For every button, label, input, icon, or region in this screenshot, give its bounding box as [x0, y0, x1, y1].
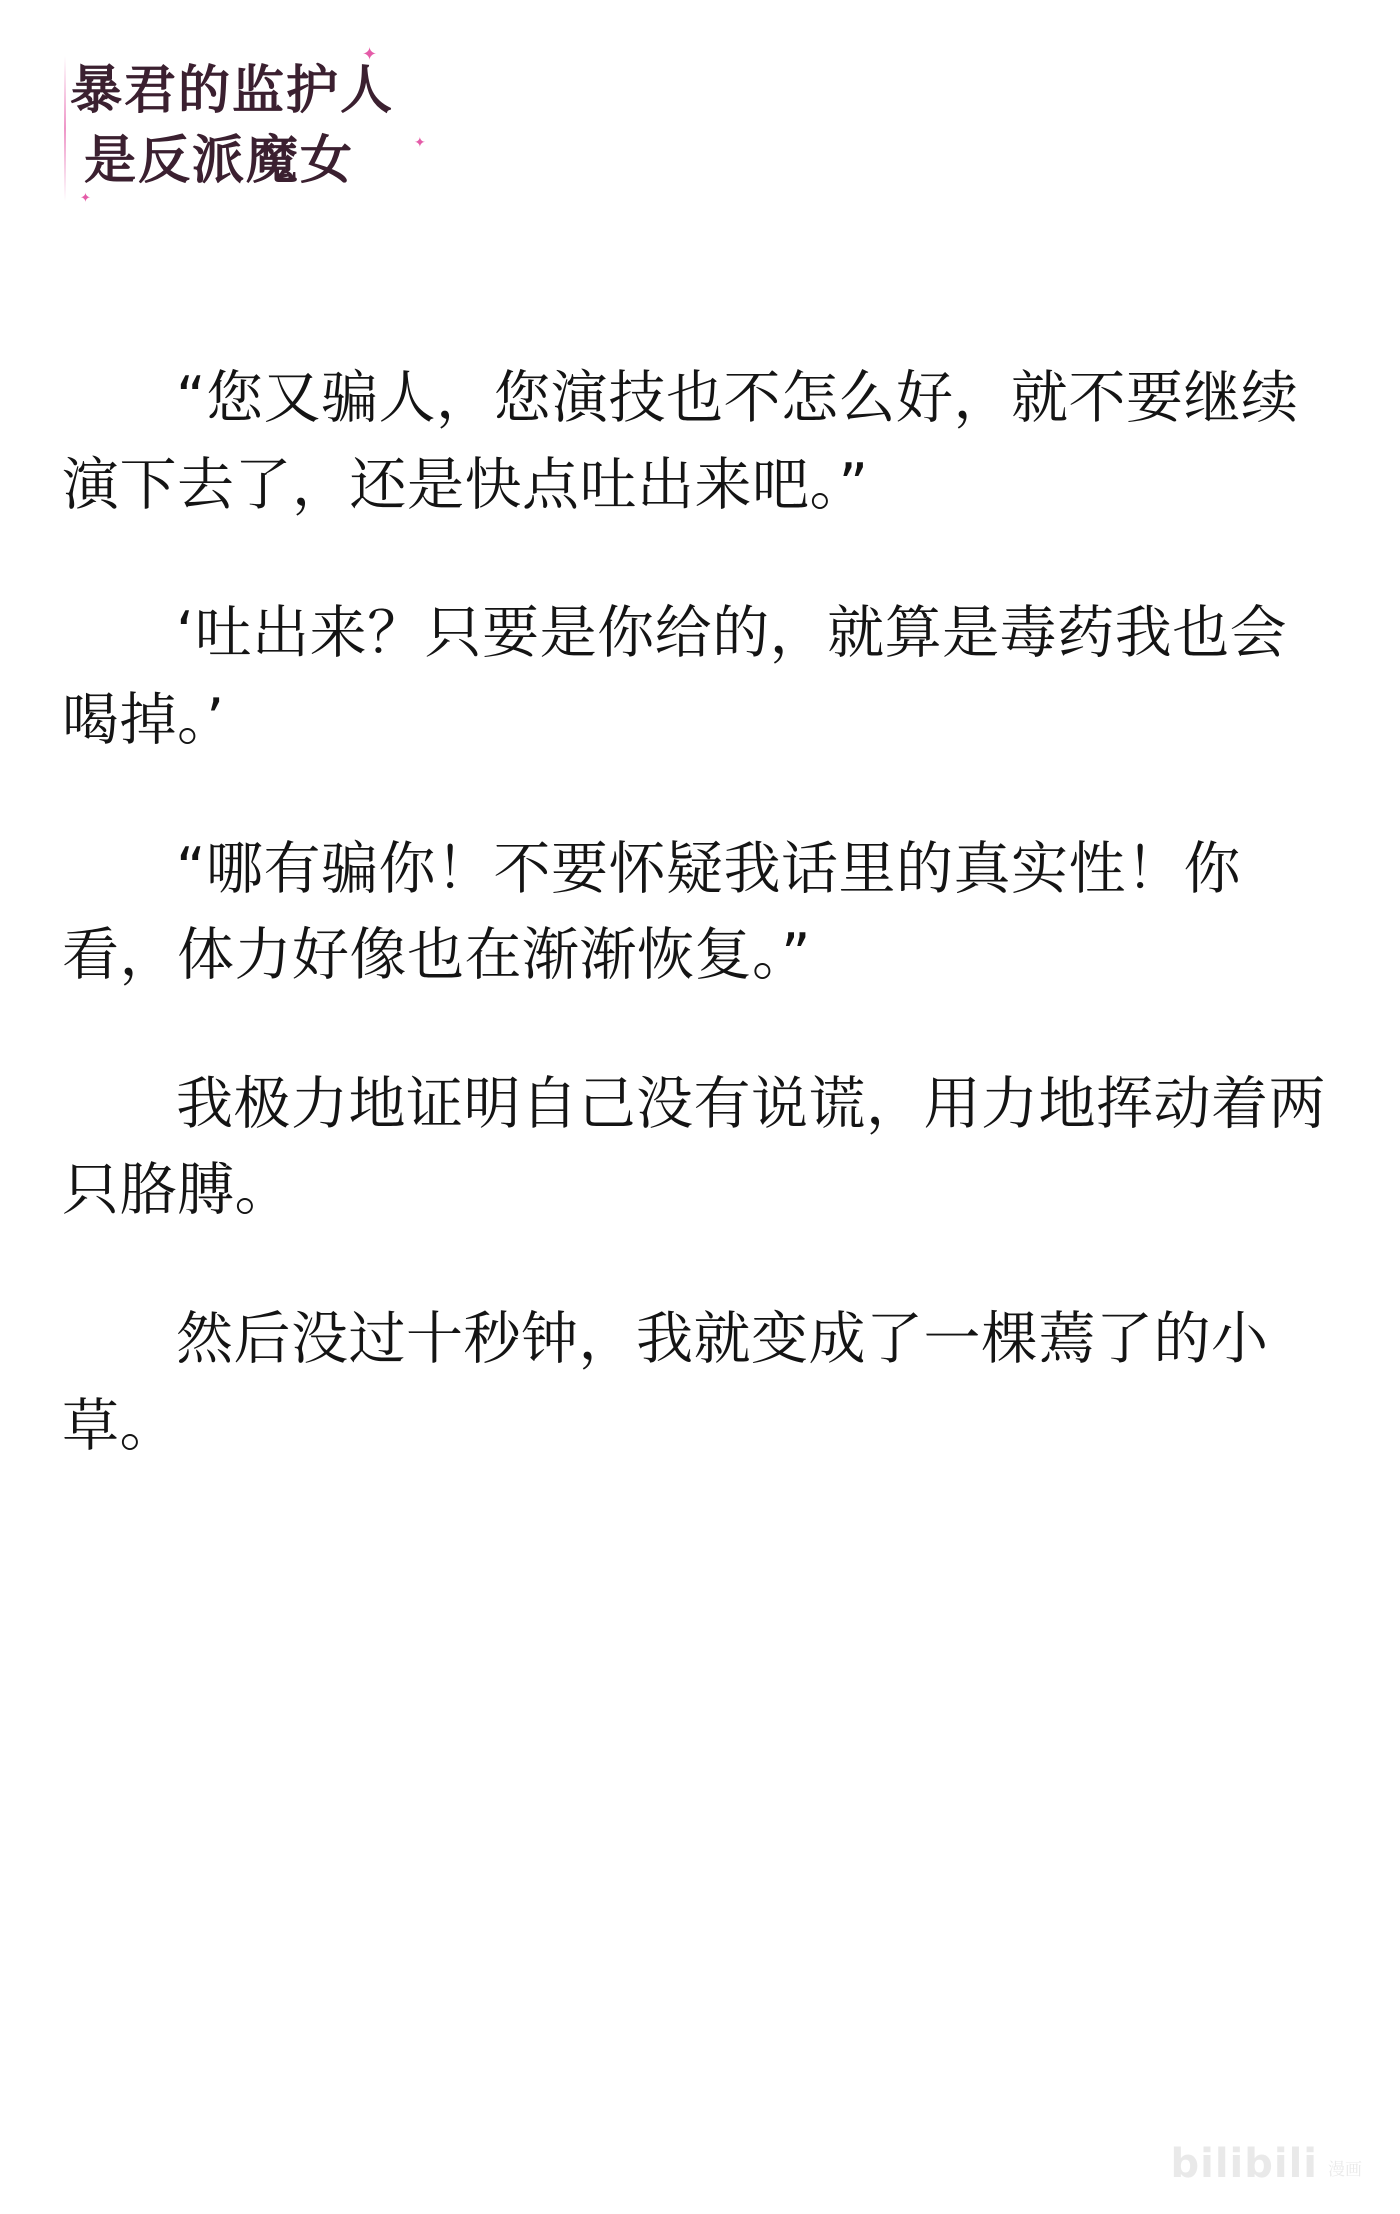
series-title-line-1: 暴君的监护人 [70, 60, 395, 121]
story-text-body [62, 355, 1338, 1469]
watermark-subtitle: 漫画 [1328, 2160, 1362, 2181]
series-title-logo [62, 44, 482, 223]
sparkle-icon: ✦ [362, 44, 378, 64]
paragraph: ‘吐出来？只要是你给的，就算是毒药我也会喝掉。’ [62, 600, 1288, 753]
paragraph: “您又骗人，您演技也不怎么好，就不要继续演下去了，还是快点吐出来吧。” [62, 365, 1299, 518]
paragraph: 然后没过十秒钟，我就变成了一棵蔫了的小草。 [62, 1306, 1269, 1459]
bilibili-watermark [1170, 2141, 1362, 2187]
paragraph: 我极力地证明自己没有说谎，用力地挥动着两只胳膊。 [62, 1070, 1326, 1224]
bilibili-logo-text: bilibili [1170, 2141, 1318, 2187]
series-title-line-2: 是反派魔女 [84, 130, 355, 191]
sparkle-icon: ✦ [80, 190, 91, 205]
sparkle-icon: ✦ [414, 134, 426, 150]
paragraph: “哪有骗你！不要怀疑我话里的真实性！你看，体力好像也在渐渐恢复。” [62, 835, 1242, 989]
